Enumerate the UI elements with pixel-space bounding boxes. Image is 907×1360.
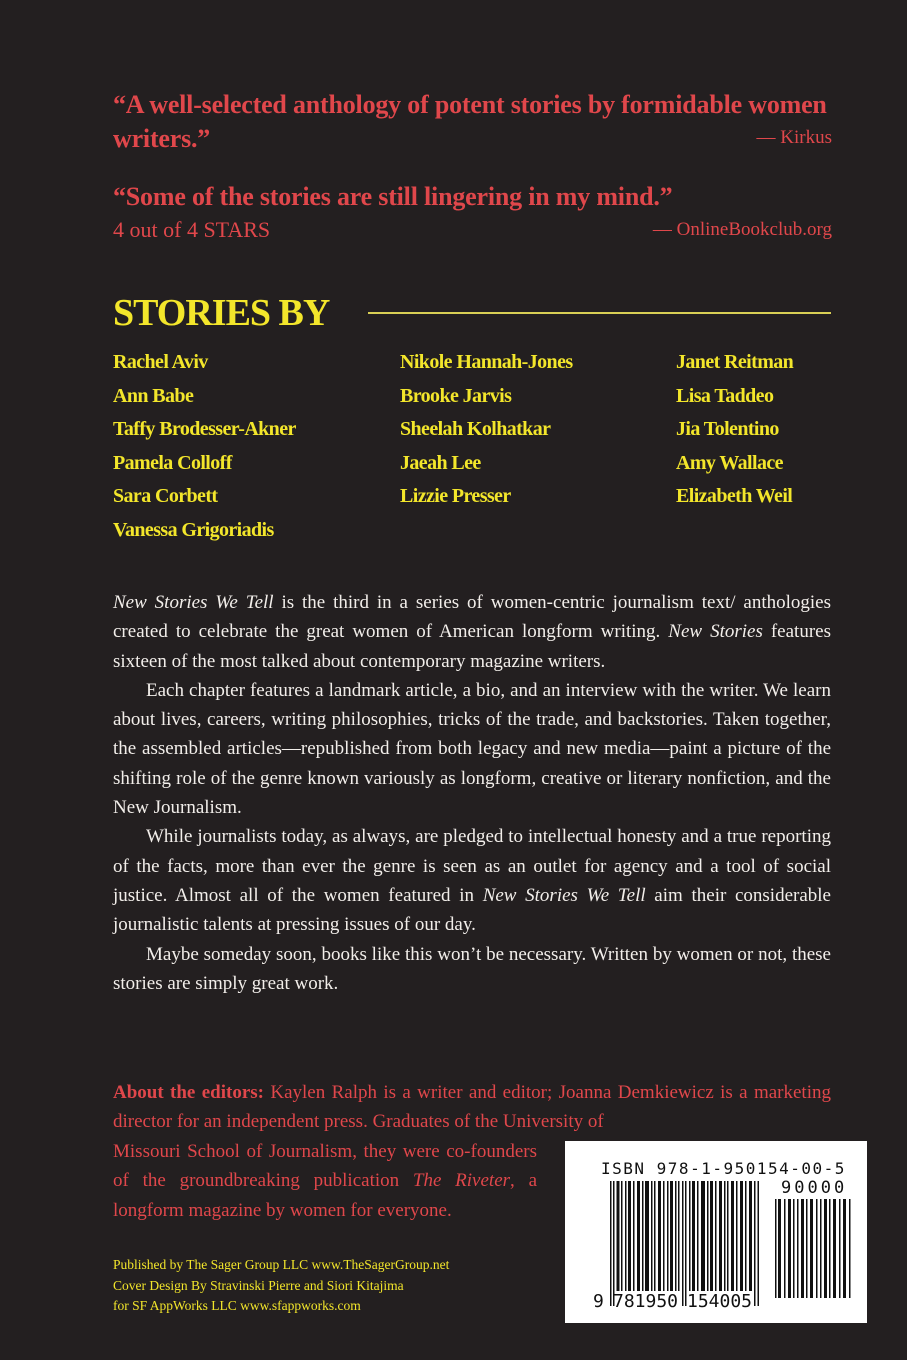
- isbn-barcode: [565, 1141, 867, 1323]
- about-editors-text: Kaylen Ralph is a writer and editor; Joanna Demkiewicz is a marketing director for an independent press. Graduates of the University of: [113, 1082, 831, 1133]
- barcode-bars-icon: [610, 1181, 760, 1306]
- about-editors-narrow: [113, 1137, 537, 1225]
- stories-by-heading: STORIES BY: [113, 292, 330, 334]
- review-attribution-kirkus: — Kirkus: [756, 127, 832, 148]
- author-name: Janet Reitman: [676, 351, 794, 373]
- author-name: Elizabeth Weil: [676, 485, 793, 508]
- description-paragraph-2: Each chapter features a landmark article, a bio, and an interview with the writer. We learn about lives, careers, writing philosophies, tricks of the trade, and backstories. Taken together, the assembled articles—republished from both legacy and new media—paint a picture of the shifting role of the genre known variously as longform, creative or literary nonfiction, and the New Journalism.: [113, 679, 831, 819]
- description-text: aim their considerable journalistic talents at pressing issues of our day.: [113, 884, 831, 936]
- author-name: Brooke Jarvis: [400, 384, 512, 407]
- author-column-1: [113, 346, 296, 548]
- description-text: is the third in a series of women-centric journalism text/ anthologies created to celebrate the great women of American longform writing.: [113, 592, 831, 643]
- book-description: [113, 588, 831, 998]
- credit-line: Published by The Sager Group LLC www.TheSagerGroup.net: [113, 1257, 450, 1272]
- about-editors-label: About the editors:: [113, 1082, 264, 1103]
- review-rating: 4 out of 4 STARS: [113, 217, 271, 242]
- book-title-italic: New Stories We Tell: [113, 592, 274, 613]
- credit-line: Cover Design By Stravinski Pierre and Siori Kitajima: [113, 1277, 404, 1293]
- barcode-digit-group-1: 781950: [613, 1291, 679, 1312]
- publisher-credits: [113, 1255, 563, 1317]
- about-editors-text: Missouri School of Journalism, they were co-founders of the groundbreaking publication: [113, 1141, 537, 1192]
- description-text: While journalists today, as always, are pledged to intellectual honesty and a true reporting of the facts, more than ever the genre is seen as an outlet for agency and a tool of social justice. Almost all of the women featured in: [113, 826, 831, 906]
- author-name: Jaeah Lee: [400, 451, 481, 474]
- description-text: features sixteen of the most talked about contemporary magazine writers.: [113, 621, 831, 672]
- review-quote-kirkus: “A well-selected anthology of potent stories by formidable women writers.”: [113, 90, 827, 153]
- isbn-label: ISBN 978-1-950154-00-5: [601, 1159, 846, 1178]
- barcode-lead-digit: 9: [593, 1291, 604, 1312]
- review-quote-onlinebookclub: “Some of the stories are still lingering in my mind.”: [113, 182, 673, 211]
- author-name: Sheelah Kolhatkar: [400, 418, 551, 441]
- about-editors-text: , a longform magazine by women for everyone.: [113, 1170, 538, 1221]
- author-name: Jia Tolentino: [676, 418, 779, 441]
- publication-title-italic: The Riveter: [412, 1170, 511, 1192]
- barcode-addon-bars-icon: [775, 1199, 852, 1298]
- author-name: Lizzie Presser: [400, 485, 511, 508]
- credit-line: for SF AppWorks LLC www.sfappworks.com: [113, 1298, 361, 1313]
- review-attribution-onlinebookclub: — OnlineBookclub.org: [652, 219, 832, 240]
- author-name: Amy Wallace: [676, 451, 783, 474]
- author-name: Sara Corbett: [113, 485, 218, 508]
- author-name: Vanessa Grigoriadis: [113, 518, 274, 541]
- price-code: 90000: [781, 1178, 848, 1198]
- about-editors-wide: [113, 1078, 831, 1137]
- barcode-digits: [593, 1291, 752, 1312]
- book-title-italic: New Stories: [668, 621, 763, 643]
- barcode-digit-group-2: 154005: [687, 1291, 753, 1312]
- description-paragraph-4: Maybe someday soon, books like this won’t be necessary. Written by women or not, these stories are simply great work.: [113, 943, 831, 994]
- heading-rule-divider: [368, 312, 831, 314]
- author-column-2: [400, 346, 573, 514]
- description-paragraph-3: [113, 822, 831, 939]
- author-name: Rachel Aviv: [113, 351, 208, 373]
- author-name: Taffy Brodesser-Akner: [113, 418, 296, 441]
- description-paragraph-1: [113, 588, 831, 676]
- book-title-italic: New Stories We Tell: [482, 884, 646, 906]
- author-name: Lisa Taddeo: [676, 384, 774, 407]
- author-name: Ann Babe: [113, 384, 194, 407]
- author-name: Pamela Colloff: [113, 451, 232, 474]
- author-name: Nikole Hannah-Jones: [400, 351, 573, 373]
- author-column-3: [676, 346, 793, 514]
